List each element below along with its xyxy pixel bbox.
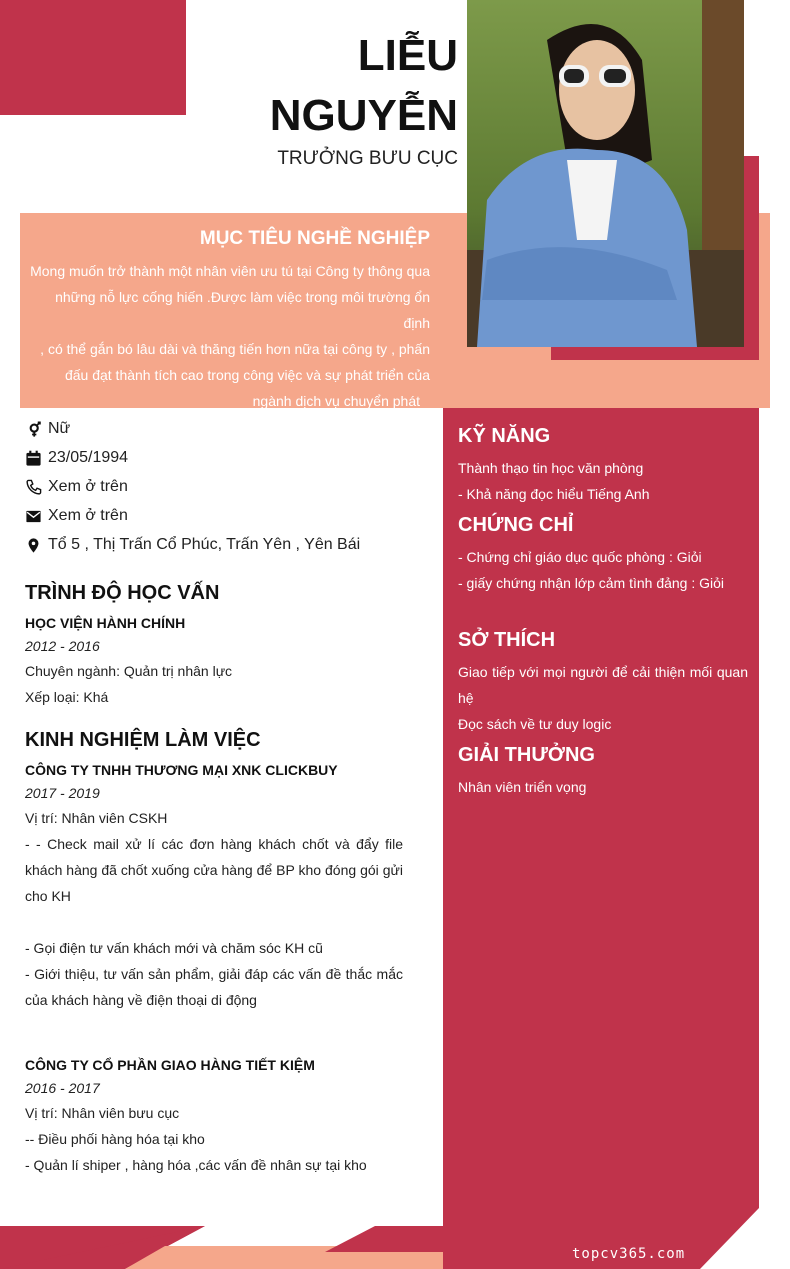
contact-birthday: [25, 446, 425, 470]
calendar-icon: [25, 450, 42, 467]
gender-value: Nữ: [48, 420, 71, 437]
certificate-item: - giấy chứng nhận lớp cảm tình đảng : Giỏi: [458, 575, 725, 591]
hobby-item: Giao tiếp với mọi người để cải thiện mối quan hệ: [458, 664, 748, 706]
job-duty: - Gọi điện tư vấn khách mới và chăm sóc KH cũ: [25, 940, 323, 956]
company-name: CÔNG TY CỔ PHẦN GIAO HÀNG TIẾT KIỆM: [25, 1057, 315, 1073]
profile-photo: [467, 0, 744, 347]
job-duty: - Quản lí shiper , hàng hóa ,các vấn đề nhân sự tại kho: [25, 1157, 367, 1173]
awards-title: GIẢI THƯỞNG: [458, 744, 595, 766]
phone-value: Xem ở trên: [48, 478, 128, 495]
objective-line: , có thể gắn bó lâu dài và thăng tiến hơn nữa tại công ty , phấn: [40, 341, 430, 357]
contact-email: [25, 504, 425, 528]
candidate-name: [270, 26, 458, 146]
skills-title: KỸ NĂNG: [458, 425, 551, 447]
skill-item: - Khả năng đọc hiểu Tiếng Anh: [458, 486, 650, 502]
education-title: TRÌNH ĐỘ HỌC VẤN: [25, 582, 220, 604]
job-title: TRƯỞNG BƯU CỤC: [277, 148, 458, 169]
birthday-value: 23/05/1994: [48, 449, 129, 466]
education-period: 2012 - 2016: [25, 638, 100, 654]
certificate-item: - Chứng chỉ giáo dục quốc phòng : Giỏi: [458, 549, 702, 565]
hobbies-title: SỞ THÍCH: [458, 629, 556, 651]
school-name: HỌC VIỆN HÀNH CHÍNH: [25, 615, 186, 631]
certificates-title: CHỨNG CHỈ: [458, 514, 574, 536]
job-duty: - Giới thiệu, tư vấn sản phẩm, giải đáp các vấn đề thắc mắc của khách hàng về điện thoại di động: [25, 966, 403, 1008]
decor-top-left-block: [0, 0, 186, 115]
objective-line: đấu đạt thành tích cao trong công việc và sự phát triển của: [64, 367, 430, 383]
contact-gender: [25, 417, 425, 441]
hobby-item: Đọc sách về tư duy logic: [458, 716, 612, 732]
objective-title: MỤC TIÊU NGHỀ NGHIỆP: [199, 228, 430, 249]
experience-title: KINH NGHIỆM LÀM VIỆC: [25, 729, 261, 751]
skill-item: Thành thạo tin học văn phòng: [458, 460, 644, 476]
job-position: Vị trí: Nhân viên bưu cục: [25, 1105, 180, 1121]
job-period: 2016 - 2017: [25, 1080, 100, 1096]
watermark: topcv365.com: [572, 1246, 686, 1262]
objective-line: ngành dịch vụ chuyển phát: [252, 393, 420, 409]
first-name: LIỄU: [357, 31, 458, 80]
last-name: NGUYỄN: [269, 91, 458, 140]
objective-line: Mong muốn trở thành một nhân viên ưu tú tại Công ty thông qua: [30, 263, 430, 279]
gender-icon: [25, 421, 42, 438]
education-grade: Xếp loại: Khá: [25, 689, 109, 705]
job-duty: -- Điều phối hàng hóa tại kho: [25, 1131, 205, 1147]
job-position: Vị trí: Nhân viên CSKH: [25, 810, 168, 826]
contact-address: [25, 533, 425, 557]
education-major: Chuyên ngành: Quản trị nhân lực: [25, 663, 233, 679]
job-duty: - - Check mail xử lí các đơn hàng khách chốt và đẩy file khách hàng đã chốt xuống cửa hàng để BP kho đóng gói gửi cho KH: [25, 836, 403, 904]
objective-text: [28, 258, 430, 414]
objective-line: những nỗ lực cống hiến .Được làm việc trong môi trường ổn định: [55, 289, 430, 331]
phone-icon: [25, 479, 42, 496]
email-icon: [25, 508, 42, 525]
sidebar-panel: [443, 408, 759, 1269]
contact-phone: [25, 475, 425, 499]
email-value: Xem ở trên: [48, 507, 128, 524]
location-pin-icon: [25, 537, 42, 554]
address-value: Tổ 5 , Thị Trấn Cổ Phúc, Trấn Yên , Yên Bái: [48, 536, 361, 553]
award-item: Nhân viên triển vọng: [458, 779, 587, 795]
job-period: 2017 - 2019: [25, 785, 100, 801]
company-name: CÔNG TY TNHH THƯƠNG MẠI XNK CLICKBUY: [25, 762, 338, 778]
